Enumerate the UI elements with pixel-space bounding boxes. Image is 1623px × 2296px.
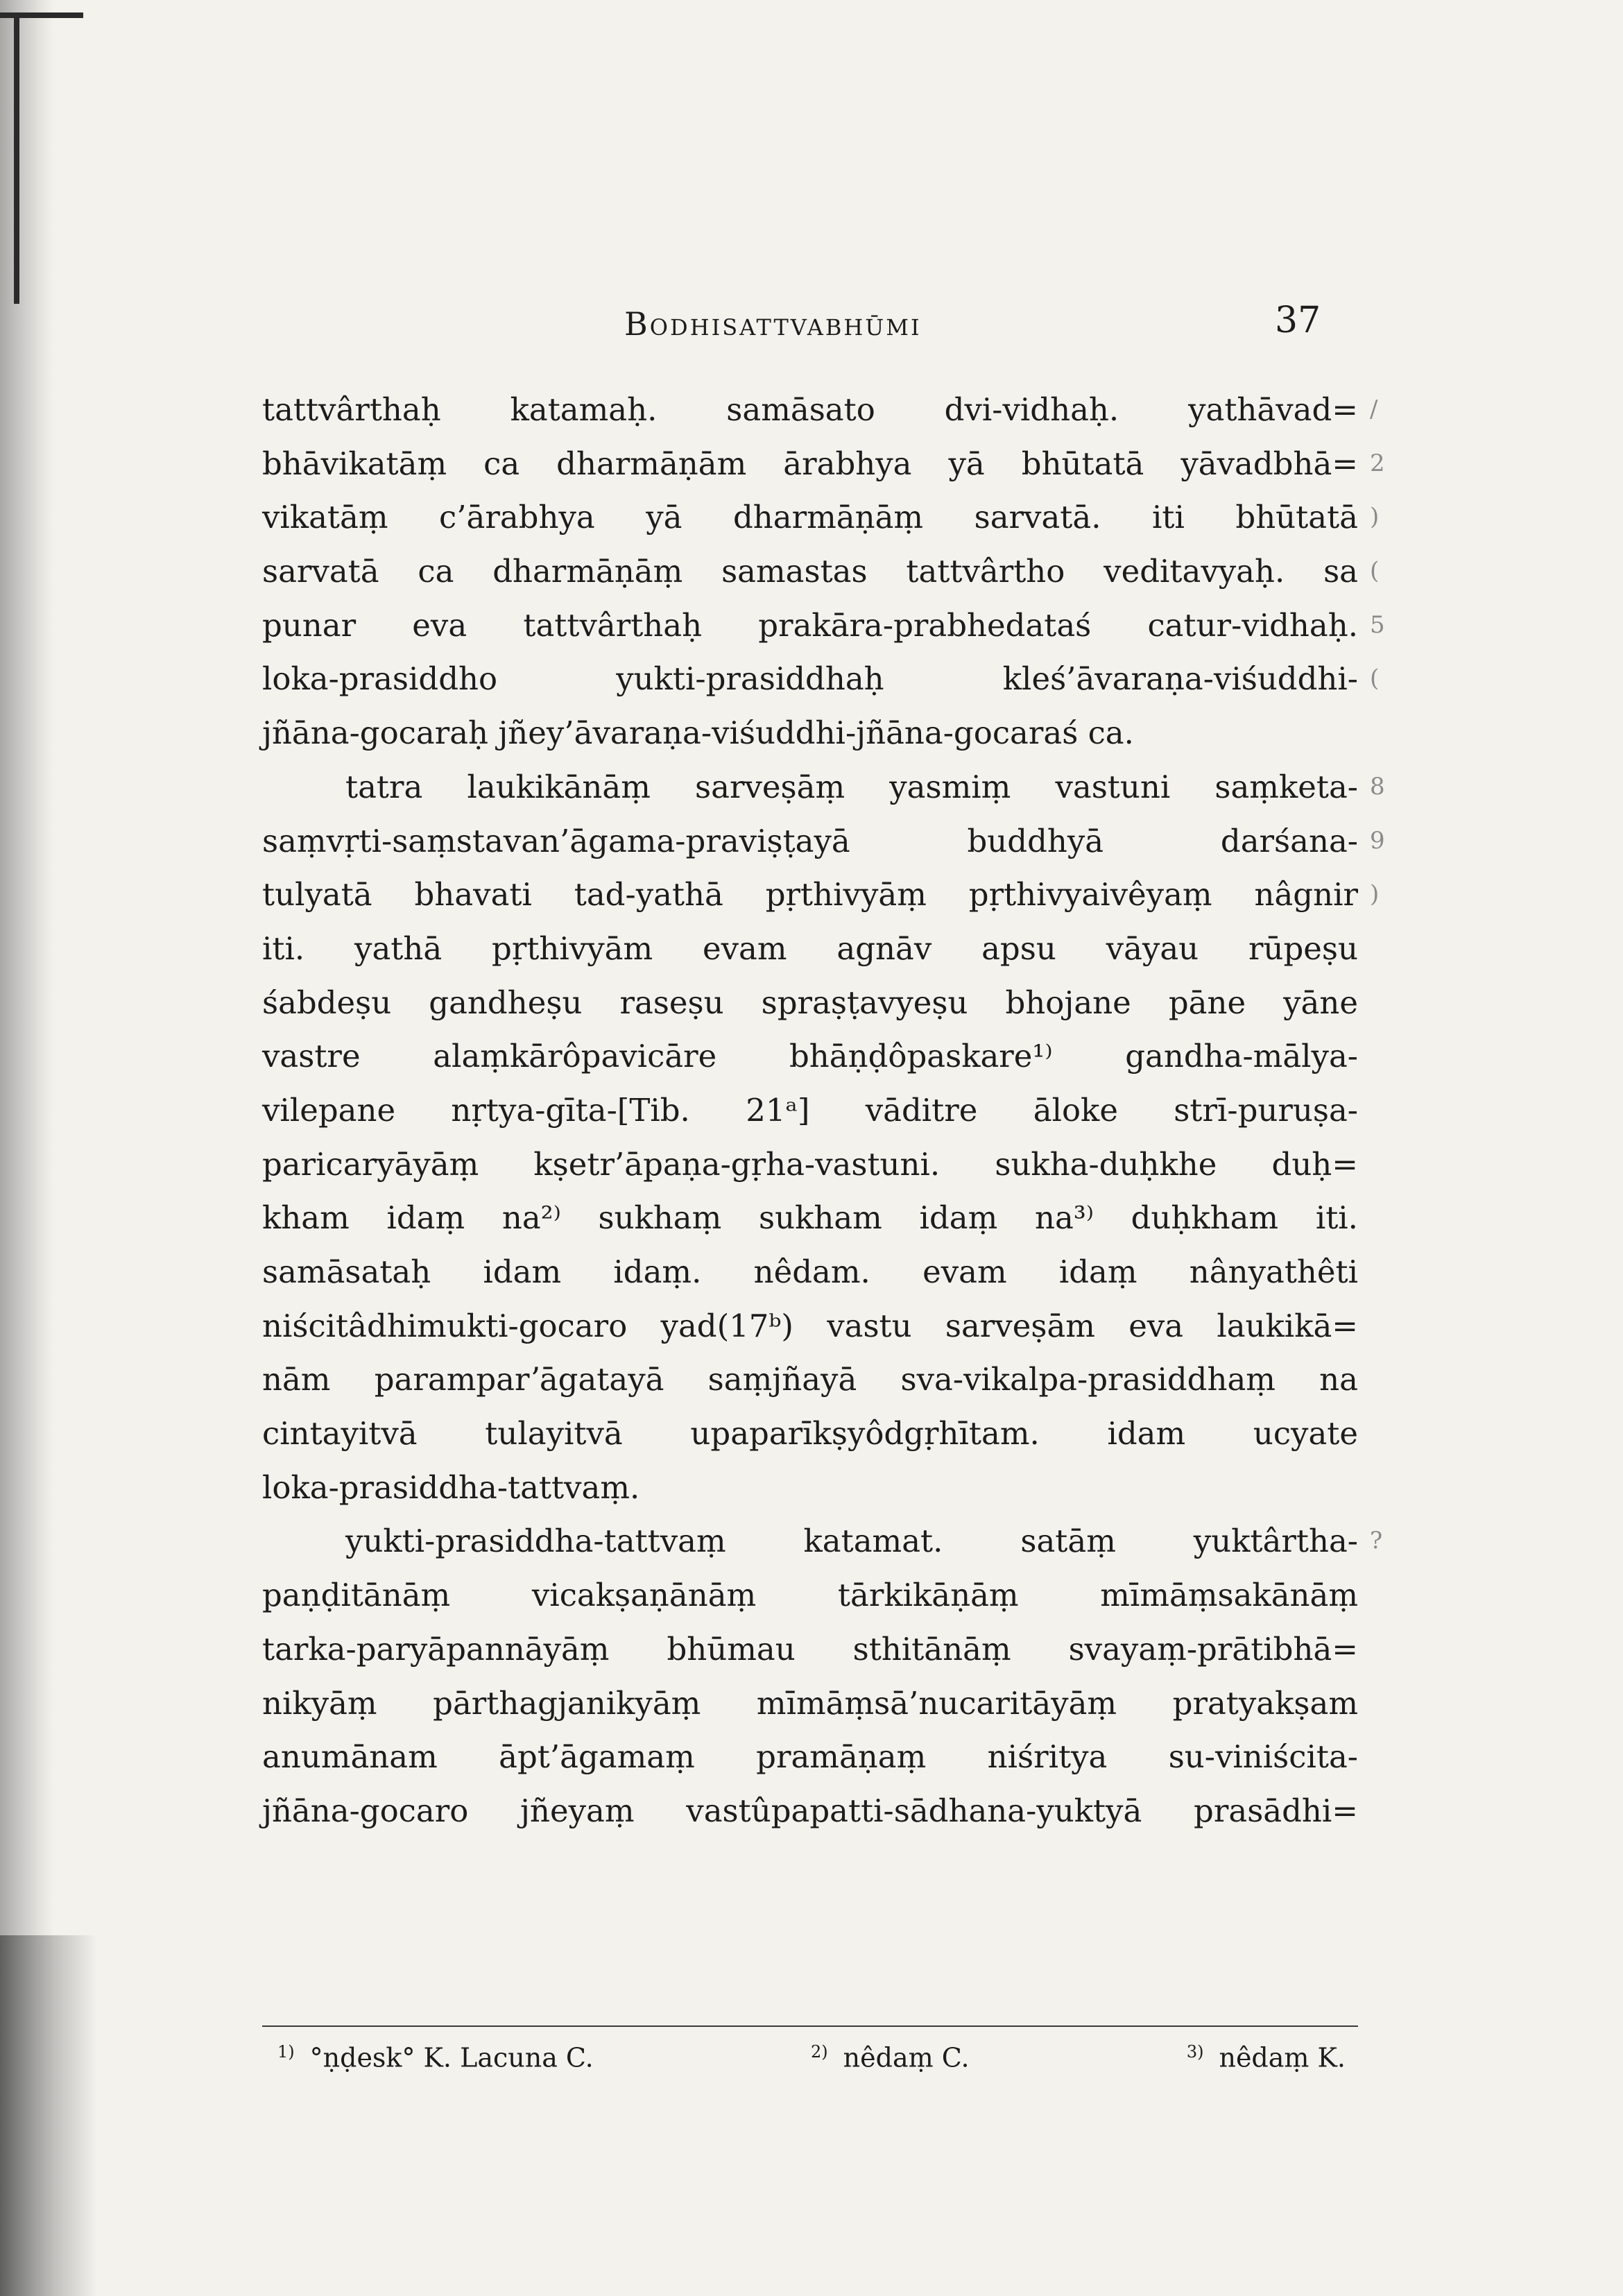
footnote bbox=[277, 2042, 594, 2073]
running-title: Bodhisattvabhūmi bbox=[624, 305, 922, 343]
text-line: tatra laukikānāṃ sarveṣāṃ yasmiṃ vastuni saṃketa- bbox=[345, 768, 1358, 805]
margin-mark bbox=[1370, 976, 1398, 1030]
text-line: cintayitvā tulayitvā upaparīkṣyôdgṛhītam. idam ucyate bbox=[262, 1415, 1358, 1453]
text-line: jñāna-gocaro jñeyaṃ vastûpapatti-sādhana-yuktyā prasādhi= bbox=[262, 1792, 1358, 1829]
footnote-mark: 3) bbox=[1186, 2042, 1204, 2062]
footnote-text: °ṇḍesk° K. Lacuna C. bbox=[309, 2042, 594, 2073]
margin-mark bbox=[1370, 1191, 1398, 1245]
margin-mark bbox=[1370, 1138, 1398, 1192]
margin-mark bbox=[1370, 1029, 1398, 1083]
text-line: paṇḍitānāṃ vicakṣaṇānāṃ tārkikāṇāṃ mīmāṃsakānāṃ bbox=[262, 1577, 1358, 1614]
text-line: jñāna-gocaraḥ jñey’āvaraṇa-viśuddhi-jñāna-gocaraś ca. bbox=[262, 714, 1134, 752]
text-line: punar eva tattvârthaḥ prakāra-prabhedataś catur-vidhaḥ. bbox=[262, 606, 1358, 644]
text-line: śabdeṣu gandheṣu raseṣu spraṣṭavyeṣu bhojane pāne yāne bbox=[262, 984, 1358, 1021]
footnote-rule bbox=[262, 2025, 1358, 2027]
footnote bbox=[1187, 2042, 1346, 2073]
text-line: nikyāṃ pārthagjanikyāṃ mīmāṃsā’nucaritāyāṃ pratyakṣam bbox=[262, 1684, 1358, 1722]
margin-mark bbox=[1370, 1461, 1398, 1515]
footnote-mark: 2) bbox=[811, 2042, 828, 2062]
margin-mark: ) bbox=[1370, 503, 1380, 531]
footnote-text: nêdaṃ C. bbox=[843, 2042, 970, 2073]
page-number: 37 bbox=[1275, 300, 1321, 341]
text-line: tulyatā bhavati tad-yathā pṛthivyāṃ pṛthivyaivêyaṃ nâgnir bbox=[262, 876, 1358, 914]
text-line: loka-prasiddha-tattvaṃ. bbox=[262, 1468, 640, 1506]
text-line: vastre alaṃkārôpavicāre bhāṇḍôpaskare¹⁾ gandha-mālya- bbox=[262, 1038, 1358, 1075]
scan-edge-shadow-bottom bbox=[0, 1935, 97, 2296]
text-line: yukti-prasiddha-tattvaṃ katamat. satāṃ yuktârtha- bbox=[345, 1523, 1358, 1560]
text-line: vikatāṃ c’ārabhya yā dharmāṇāṃ sarvatā. iti bhūtatā bbox=[262, 499, 1358, 536]
margin-mark: ( bbox=[1370, 557, 1380, 585]
text-line: tattvârthaḥ katamaḥ. samāsato dvi-vidhaḥ. yathāvad= bbox=[262, 391, 1358, 428]
text-line: vilepane nṛtya-gīta-[Tib. 21ᵃ] vāditre āloke strī-puruṣa- bbox=[262, 1091, 1358, 1129]
scan-corner-mark-vertical bbox=[14, 12, 19, 304]
margin-mark bbox=[1370, 706, 1398, 760]
text-line: nām paramparʼāgatayā saṃjñayā sva-vikalpa-prasiddhaṃ na bbox=[262, 1361, 1358, 1398]
text-line: samāsataḥ idam idaṃ. nêdam. evam idaṃ nânyathêti bbox=[262, 1253, 1358, 1290]
margin-mark bbox=[1370, 1353, 1398, 1407]
margin-mark: ) bbox=[1370, 880, 1380, 909]
margin-mark bbox=[1370, 1407, 1398, 1461]
margin-mark bbox=[1370, 1083, 1398, 1138]
text-line: iti. yathā pṛthivyām evam agnāv apsu vāyau rūpeṣu bbox=[262, 929, 1358, 967]
margin-mark: ? bbox=[1370, 1527, 1383, 1555]
text-line: saṃvṛti-saṃstavan’āgama-praviṣṭayā buddhyā darśana- bbox=[262, 822, 1358, 859]
margin-mark: 8 bbox=[1370, 772, 1385, 800]
text-line: bhāvikatāṃ ca dharmāṇām ārabhya yā bhūtatā yāvadbhā= bbox=[262, 445, 1358, 482]
margin-mark: ( bbox=[1370, 665, 1380, 693]
margin-mark: / bbox=[1370, 395, 1378, 423]
margin-mark: 9 bbox=[1370, 826, 1385, 855]
text-line: tarka-paryāpannāyāṃ bhūmau sthitānāṃ svayaṃ-prātibhā= bbox=[262, 1630, 1358, 1668]
text-line: sarvatā ca dharmāṇāṃ samastas tattvârtho veditavyaḥ. sa bbox=[262, 553, 1358, 590]
footnote-mark: 1) bbox=[277, 2042, 295, 2062]
footnotes bbox=[277, 2042, 1346, 2073]
margin-mark bbox=[1370, 1299, 1398, 1353]
margin-mark bbox=[1370, 922, 1398, 976]
text-line: niścitâdhimukti-gocaro yad(17ᵇ) vastu sarveṣām eva laukikā= bbox=[262, 1307, 1358, 1344]
body-text bbox=[262, 383, 1358, 1838]
footnote bbox=[811, 2042, 970, 2073]
text-line: anumānam āpt’āgamaṃ pramāṇaṃ niśritya su-viniścita- bbox=[262, 1738, 1358, 1776]
text-line: loka-prasiddho yukti-prasiddhaḥ kleś’āvaraṇa-viśuddhi- bbox=[262, 660, 1358, 698]
margin-mark bbox=[1370, 1245, 1398, 1299]
text-line: paricaryāyāṃ kṣetr’āpaṇa-gṛha-vastuni. sukha-duḥkhe duḥ= bbox=[262, 1145, 1358, 1183]
text-line: kham idaṃ na²⁾ sukhaṃ sukham idaṃ na³⁾ duḥkham iti. bbox=[262, 1199, 1358, 1237]
margin-pencil-marks bbox=[1370, 383, 1398, 1568]
scan-corner-mark bbox=[0, 12, 83, 18]
margin-mark: 5 bbox=[1370, 610, 1385, 639]
footnote-text: nêdaṃ K. bbox=[1219, 2042, 1346, 2073]
margin-mark: 2 bbox=[1370, 449, 1385, 477]
